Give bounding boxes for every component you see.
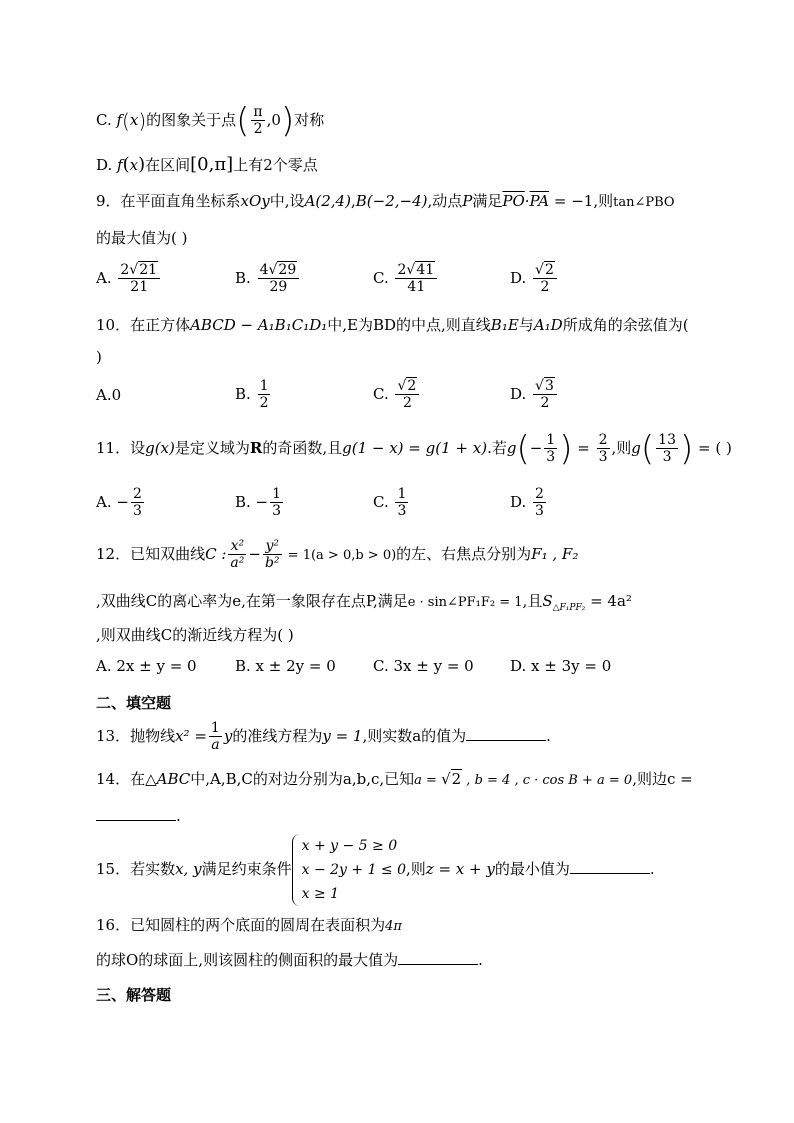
q9-option-d: D. $\frac{√2}{2}$ [510,262,559,296]
q15-stem: 15．若实数x, y满足约束条件 x + y − 5 ≥ 0 x − 2y + 1 ≤ 0 x ≥ 1 ,则z = x + y的最小值为 . [96,834,655,906]
section-heading-fill-in: 二、填空题 [96,694,172,712]
q10-stem-cont: ) [96,348,102,366]
q10-option-b: B. $\frac{1}{2}$ [235,378,269,411]
q13-stem: 13．抛物线x² = $\frac{1}{a}$ y的准线方程为y = 1,则实数a的值为 . [96,720,551,753]
q12-stem: 12．已知双曲线C : $\frac{\text{x²}}{\text{a²}}$ − $\frac{\text{y²}}{\text{b²}}$ = 1(a > 0,b > 0)的左、右焦点分别为F₁ , F₂ [96,538,579,571]
q10-option-d: D. $\frac{√3}{2}$ [510,378,559,412]
q16-stem: 16．已知圆柱的两个底面的圆周在表面积为4π [96,916,402,934]
fraction: $\frac{\pi}{2}$ [253,104,263,137]
q11-option-d: D. $\frac{2}{3}$ [510,486,544,519]
answer-blank[interactable] [466,726,546,741]
q11-option-b: B. − $\frac{1}{3}$ [235,486,282,519]
q9-option-c: C. $\frac{2√41}{41}$ [373,262,439,296]
section-heading-solutions: 三、解答题 [96,986,172,1004]
q12-line2: ,双曲线C的离心率为e,在第一象限存在点P,满足e · sin∠PF₁F₂ = 1,且$S_{\triangle F_1PF_2} = 4a^2$ [96,592,632,613]
q12-option-a: A. 2x ± y = 0 [96,657,197,675]
q8-option-c: C. f(x)的图象关于点( $\frac{\pi}{2}$ ,0)对称 [96,101,325,141]
q10-option-a: A.0 [96,386,122,404]
q10-stem: 10．在正方体ABCD − A₁B₁C₁D₁中,E为BD的中点,则直线B₁E与A₁D所成角的余弦值为( [96,316,689,334]
q11-option-c: C. $\frac{1}{3}$ [373,486,407,519]
q14-blank-line: . [96,806,181,824]
answer-blank[interactable] [570,859,650,874]
q9-stem-cont: 的最大值为( ) [96,229,188,247]
q9-option-b: B. $\frac{4√29}{29}$ [235,262,301,296]
answer-blank[interactable] [96,806,176,821]
q12-option-d: D. x ± 3y = 0 [510,657,612,675]
q9-option-a: A. $\frac{2√21}{21}$ [96,262,162,296]
q9-stem: 9．在平面直角坐标系xOy中,设A(2,4),B(−2,−4),动点P满足$\overline{PO}\cdot\overline{PA} = -1$,则tan∠PBO [96,192,675,210]
answer-blank[interactable] [398,950,478,965]
constraint-system: x + y − 5 ≥ 0 x − 2y + 1 ≤ 0 x ≥ 1 [292,834,406,906]
q14-stem: 14．在△ABC中,A,B,C的对边分别为a,b,c,已知a = √2 , b = 4 , c · cos B + a = 0,则边c = [96,770,693,788]
q12-option-c: C. 3x ± y = 0 [373,657,474,675]
q8-option-d: D. f(x)在区间[0,π]上有2个零点 [96,154,318,175]
q16-stem-cont: 的球O的球面上,则该圆柱的侧面积的最大值为 . [96,951,483,969]
q11-option-a: A. − $\frac{2}{3}$ [96,486,142,519]
q10-option-c: C. $\frac{√2}{2}$ [373,378,421,412]
q12-line3: ,则双曲线C的渐近线方程为( ) [96,626,294,644]
q12-option-b: B. x ± 2y = 0 [235,657,336,675]
q11-stem: 11．设g(x)是定义域为R的奇函数,且g(1 − x) = g(1 + x).若g(− $\frac{1}{3}$ ) = $\frac{2}{3}$ ,则g( $\frac{13}{3}$ ) = ( ) [96,429,732,469]
